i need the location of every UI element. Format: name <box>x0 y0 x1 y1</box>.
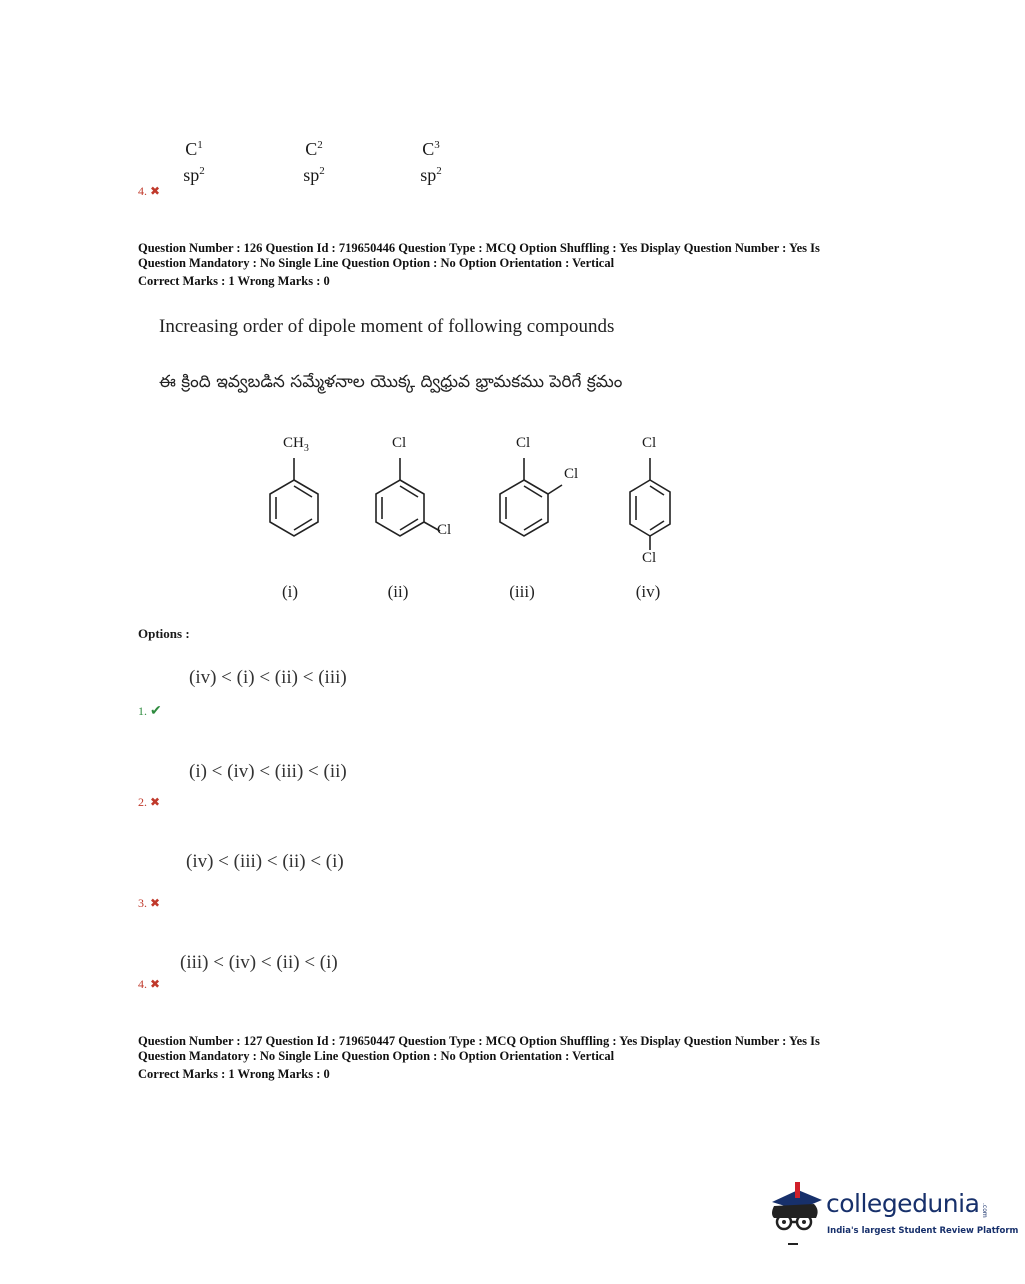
hybrid-c2: $C^2$ $sp^2$ <box>303 139 325 185</box>
wrong-icon: ✖ <box>150 977 161 991</box>
structure-iii-ring <box>500 458 562 536</box>
collegedunia-domain-suffix: .com <box>981 1203 988 1218</box>
question-127-marks: Correct Marks : 1 Wrong Marks : 0 <box>138 1067 330 1081</box>
structure-label-ii: (ii) <box>387 582 409 601</box>
structure-i-substituent: $CH_3$ <box>283 435 309 454</box>
option-4-marker: 4. ✖ <box>138 977 161 991</box>
collegedunia-tagline: India's largest Student Review Platform <box>827 1226 1019 1236</box>
question-126-meta-line-1: Question Number : 126 Question Id : 719650446 Question Type : MCQ Option Shuffling : Yes Display Question Number : Yes Is <box>138 241 820 255</box>
wrong-icon: ✖ <box>150 896 161 910</box>
structures-figure <box>240 430 700 570</box>
option-1-text[interactable]: (iv) < (i) < (ii) < (iii) <box>189 667 347 688</box>
structure-label-iv: (iv) <box>635 582 661 601</box>
question-text-english: Increasing order of dipole moment of following compounds <box>159 316 615 337</box>
hybrid-c1: $C^1$ $sp^2$ <box>183 139 205 185</box>
option-3-marker: 3. ✖ <box>138 896 161 910</box>
question-127-meta-line-1: Question Number : 127 Question Id : 719650447 Question Type : MCQ Option Shuffling : Yes Display Question Number : Yes Is <box>138 1034 820 1048</box>
structure-label-iii: (iii) <box>509 582 535 601</box>
collegedunia-mascot-icon <box>764 1178 826 1248</box>
question-126-marks: Correct Marks : 1 Wrong Marks : 0 <box>138 274 330 288</box>
option-3-text[interactable]: (iv) < (iii) < (ii) < (i) <box>186 851 344 872</box>
check-icon: ✔ <box>150 704 162 719</box>
structure-iv-ring <box>630 458 670 550</box>
structure-ii-ring <box>376 458 440 536</box>
structure-ii-substituent-meta: Cl <box>437 522 452 538</box>
wrong-icon: ✖ <box>150 184 161 198</box>
structure-ii-substituent-top: Cl <box>392 435 407 451</box>
options-label: Options : <box>138 626 190 641</box>
question-text-telugu: ఈ క్రింది ఇవ్వబడిన సమ్మేళనాల యొక్క ద్విధ్రువ భ్రామకము పెరిగే క్రమం <box>159 372 623 392</box>
structure-iv-substituent-para: Cl <box>642 550 657 566</box>
structure-iii-substituent-top: Cl <box>516 435 531 451</box>
option-2-text[interactable]: (i) < (iv) < (iii) < (ii) <box>189 761 347 782</box>
hybrid-c3: $C^3$ $sp^2$ <box>420 139 442 185</box>
structure-iv-substituent-top: Cl <box>642 435 657 451</box>
collegedunia-wordmark: collegedunia <box>826 1189 980 1218</box>
structure-i-ring <box>270 458 318 536</box>
question-126-meta-line-2: Question Mandatory : No Single Line Question Option : No Option Orientation : Vertical <box>138 256 615 270</box>
question-127-meta-line-2: Question Mandatory : No Single Line Question Option : No Option Orientation : Vertical <box>138 1049 615 1063</box>
wrong-icon: ✖ <box>150 795 161 809</box>
structure-label-i: (i) <box>281 582 299 601</box>
structure-iii-substituent-ortho: Cl <box>564 466 579 482</box>
option-2-marker: 2. ✖ <box>138 795 161 809</box>
option-1-marker: 1. ✔ <box>138 704 162 719</box>
prev-option-4-marker: 4. ✖ <box>138 184 161 198</box>
option-4-text[interactable]: (iii) < (iv) < (ii) < (i) <box>180 952 338 973</box>
